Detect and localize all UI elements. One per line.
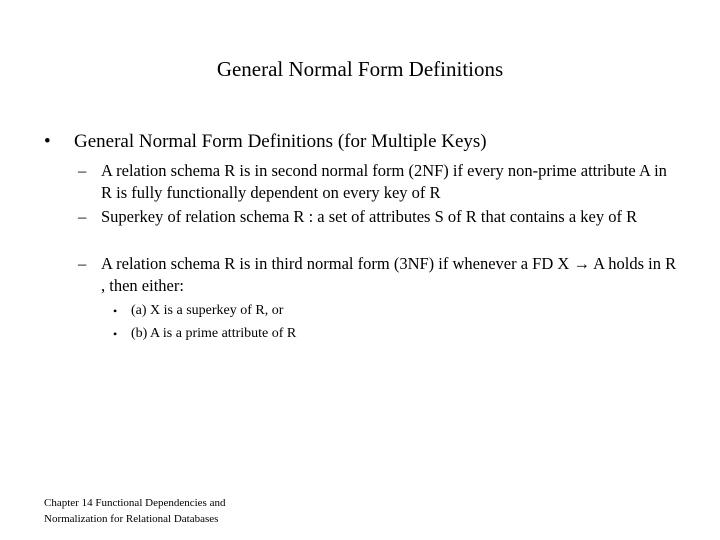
bullet-text: General Normal Form Definitions (for Multiple Keys) xyxy=(74,131,487,152)
sub-item-superkey xyxy=(78,206,678,228)
sub-item-text: Superkey of relation schema R : a set of attributes S of R that contains a key of R xyxy=(101,207,638,226)
sub-sub-item-text: (b) A is a prime attribute of R xyxy=(131,326,297,341)
dash-icon: – xyxy=(78,161,87,180)
footer-line-2: Normalization for Relational Databases xyxy=(44,513,219,525)
dash-icon: – xyxy=(78,207,87,226)
small-bullet-icon: • xyxy=(113,327,118,341)
sub-item-text-before: A relation schema R is in third normal form (3NF) if whenever a FD X xyxy=(101,254,574,273)
footer-line-1: Chapter 14 Functional Dependencies and xyxy=(44,497,226,509)
sub-item-2nf xyxy=(78,160,678,204)
arrow-right-icon: → xyxy=(573,254,590,273)
sub-sub-item-superkey xyxy=(113,301,633,321)
sub-item-text xyxy=(101,253,678,297)
dash-icon: – xyxy=(78,254,87,273)
slide-footer xyxy=(44,495,304,527)
sub-sub-item-text: (a) X is a superkey of R, or xyxy=(131,303,284,318)
sub-item-text: A relation schema R is in second normal form (2NF) if every non-prime attribute A in R is fully functionally dependent on every key of R xyxy=(101,161,667,202)
sub-sub-item-prime xyxy=(113,324,633,344)
bullet-icon: • xyxy=(44,131,51,152)
small-bullet-icon: • xyxy=(113,304,118,318)
slide-title: General Normal Form Definitions xyxy=(216,57,504,81)
sub-item-text-after: A holds in R , then either: xyxy=(101,254,677,295)
sub-item-3nf xyxy=(78,253,678,297)
